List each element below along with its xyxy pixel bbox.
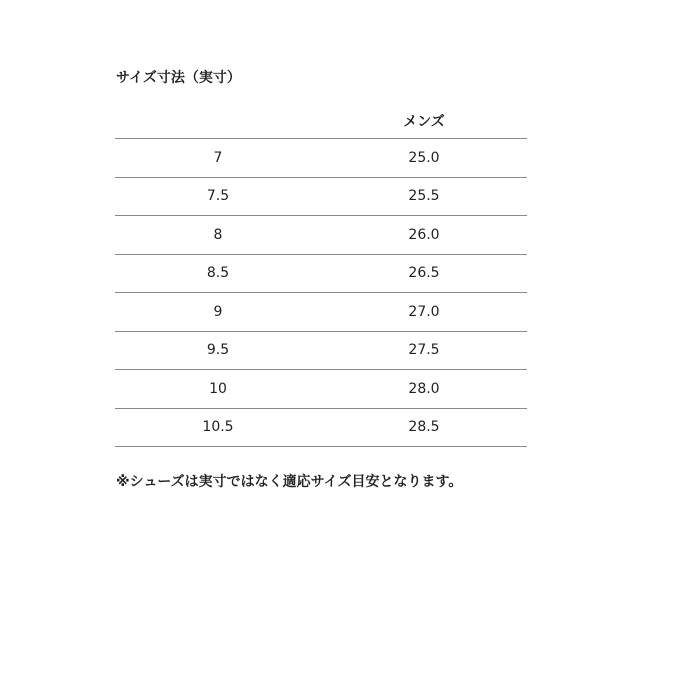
size-table — [115, 104, 527, 447]
us-size-cell: 9 — [115, 293, 321, 332]
mens-size-cell: 27.0 — [321, 293, 527, 332]
column-header-us-size — [115, 104, 321, 139]
us-size-cell: 8 — [115, 216, 321, 255]
us-size-cell: 8.5 — [115, 254, 321, 293]
table-row — [115, 293, 527, 332]
mens-size-cell: 28.5 — [321, 408, 527, 447]
us-size-cell: 7.5 — [115, 177, 321, 216]
table-row — [115, 331, 527, 370]
table-row — [115, 254, 527, 293]
mens-size-cell: 28.0 — [321, 370, 527, 409]
mens-size-cell: 25.0 — [321, 139, 527, 178]
table-row — [115, 408, 527, 447]
mens-size-cell: 26.0 — [321, 216, 527, 255]
mens-size-cell: 27.5 — [321, 331, 527, 370]
table-row — [115, 139, 527, 178]
column-header-mens: メンズ — [321, 104, 527, 139]
mens-size-cell: 26.5 — [321, 254, 527, 293]
table-row — [115, 370, 527, 409]
table-row — [115, 177, 527, 216]
us-size-cell: 10.5 — [115, 408, 321, 447]
us-size-cell: 7 — [115, 139, 321, 178]
table-header-row — [115, 104, 527, 139]
page-title: サイズ寸法（実寸） — [116, 70, 241, 86]
size-note: ※シューズは実寸ではなく適応サイズ目安となります。 — [116, 474, 463, 490]
table-row — [115, 216, 527, 255]
us-size-cell: 10 — [115, 370, 321, 409]
mens-size-cell: 25.5 — [321, 177, 527, 216]
us-size-cell: 9.5 — [115, 331, 321, 370]
